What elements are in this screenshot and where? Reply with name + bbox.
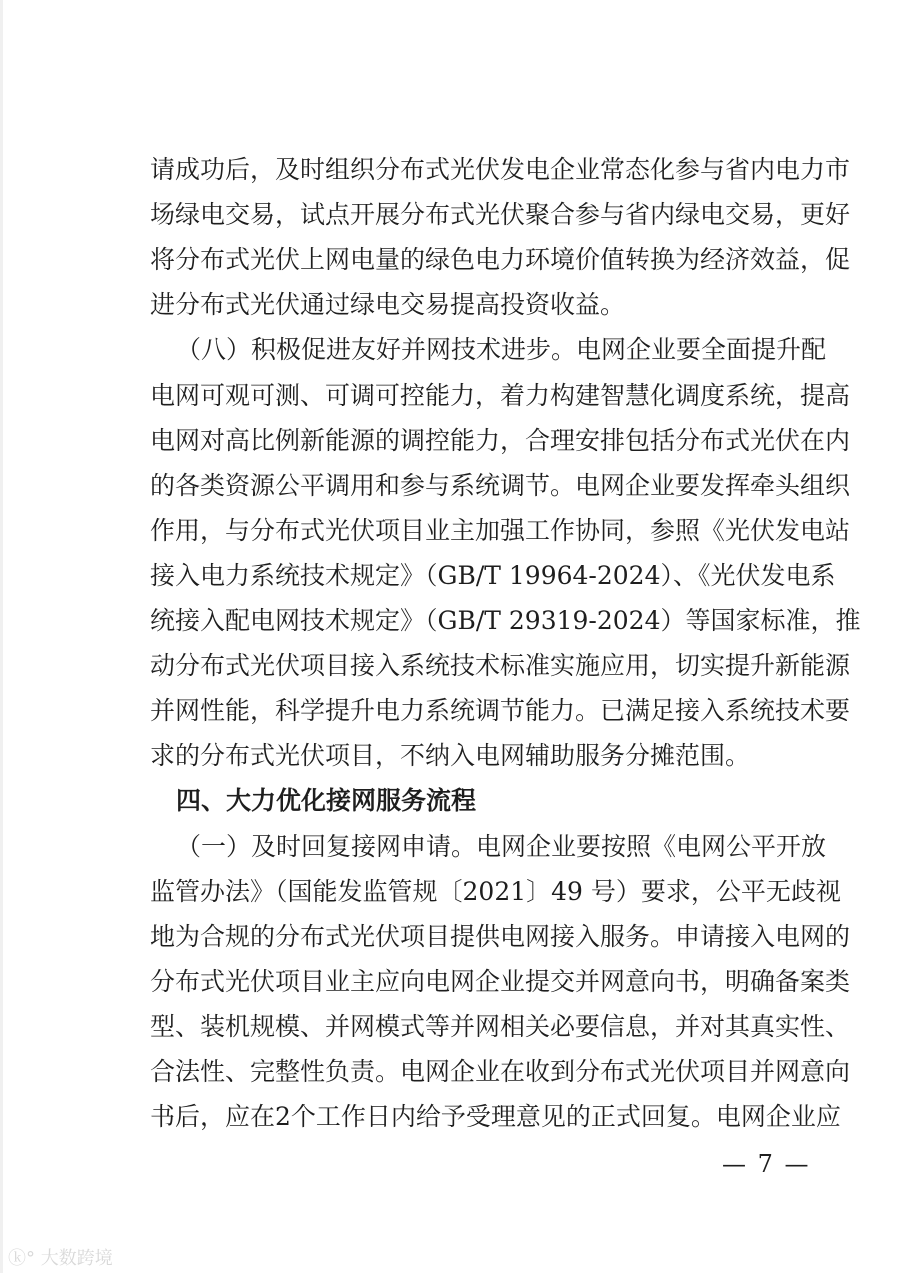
text-line: 动分布式光伏项目接入系统技术标准实施应用，切实提升新能源 [150, 651, 851, 681]
text-line: 接入电力系统技术规定》（GB/T 19964-2024）、《光伏发电系 [150, 560, 836, 590]
section-heading: 四、大力优化接网服务流程 [176, 786, 477, 816]
text-line: 监管办法》（国能发监管规〔2021〕49 号）要求，公平无歧视 [150, 876, 841, 906]
text-line: 分布式光伏项目业主应向电网企业提交并网意向书，明确备案类 [150, 966, 851, 996]
text-line: 并网性能，科学提升电力系统调节能力。已满足接入系统技术要 [150, 696, 851, 726]
text-line: （一）及时回复接网申请。电网企业要按照《电网公平开放 [176, 831, 827, 861]
text-line: 地为合规的分布式光伏项目提供电网接入服务。申请接入电网的 [150, 921, 851, 951]
text-line: 电网对高比例新能源的调控能力，合理安排包括分布式光伏在内 [150, 425, 851, 455]
text-line: 的各类资源公平调用和参与系统调节。电网企业要发挥牵头组织 [150, 470, 851, 500]
page-number: — 7 — [722, 1150, 811, 1178]
watermark-logo: ⓚ° 大数跨境 [8, 1248, 113, 1269]
text-line: 求的分布式光伏项目，不纳入电网辅助服务分摊范围。 [150, 741, 751, 771]
text-line: 场绿电交易，试点开展分布式光伏聚合参与省内绿电交易，更好 [150, 200, 851, 230]
text-line: 请成功后，及时组织分布式光伏发电企业常态化参与省内电力市 [150, 155, 851, 184]
text-line: 进分布式光伏通过绿电交易提高投资收益。 [150, 290, 626, 320]
text-line: 电网可观可测、可调可控能力，着力构建智慧化调度系统，提高 [150, 380, 851, 410]
text-line: 将分布式光伏上网电量的绿色电力环境价值转换为经济效益，促 [150, 245, 851, 275]
text-line: 书后，应在2个工作日内给予受理意见的正式回复。电网企业应 [150, 1102, 841, 1132]
text-line: 统接入配电网技术规定》（GB/T 29319-2024）等国家标准，推 [150, 606, 861, 635]
text-line: 作用，与分布式光伏项目业主加强工作协同，参照《光伏发电站 [150, 515, 851, 545]
watermark-text: 大数跨境 [40, 1248, 113, 1269]
text-line: （八）积极促进友好并网技术进步。电网企业要全面提升配 [176, 335, 827, 365]
text-line: 合法性、完整性负责。电网企业在收到分布式光伏项目并网意向 [150, 1057, 851, 1086]
scan-edge [0, 0, 3, 1273]
text-line: 型、装机规模、并网模式等并网相关必要信息，并对其真实性、 [150, 1011, 851, 1041]
